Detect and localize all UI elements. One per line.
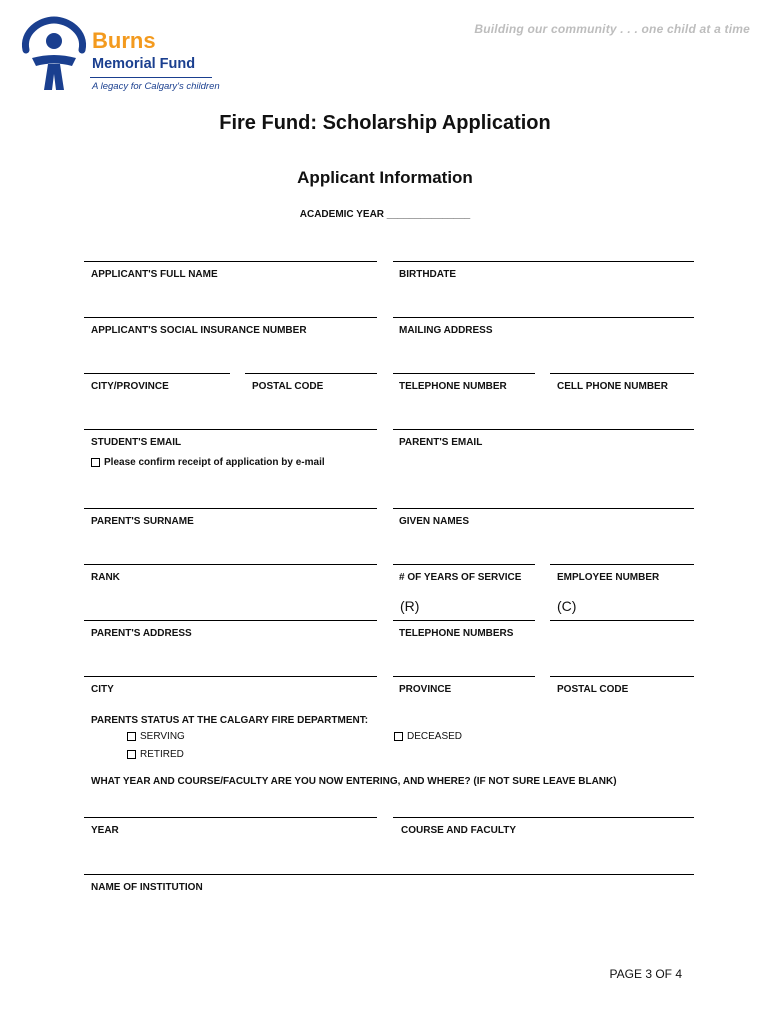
province-line[interactable] <box>393 676 535 677</box>
parent-surname-label: PARENT'S SURNAME <box>91 516 194 527</box>
mailing-address-line[interactable] <box>393 317 694 318</box>
parent-address-line[interactable] <box>84 620 377 621</box>
parent-email-label: PARENT'S EMAIL <box>399 437 483 448</box>
logo-name-bottom: Memorial Fund <box>92 56 196 72</box>
postal-code-2-line[interactable] <box>550 676 694 677</box>
employee-number-label: EMPLOYEE NUMBER <box>557 572 660 583</box>
page-title: Fire Fund: Scholarship Application <box>219 112 551 134</box>
retired-checkbox[interactable] <box>127 750 136 759</box>
deceased-label: DECEASED <box>407 731 463 742</box>
course-faculty-line[interactable] <box>393 817 694 818</box>
rank-line[interactable] <box>84 564 377 565</box>
rank-label: RANK <box>91 572 120 583</box>
burns-logo-icon <box>18 14 90 94</box>
year-course-question: WHAT YEAR AND COURSE/FACULTY ARE YOU NOW ENTERING, AND WHERE? (IF NOT SURE LEAVE BLANK) <box>91 776 617 787</box>
parents-status-label: PARENTS STATUS AT THE CALGARY FIRE DEPARTMENT: <box>91 715 369 726</box>
student-email-line[interactable] <box>84 429 377 430</box>
academic-year-field[interactable]: ACADEMIC YEAR _______________ <box>299 209 471 220</box>
retired-label: RETIRED <box>140 749 184 760</box>
sin-label: APPLICANT'S SOCIAL INSURANCE NUMBER <box>91 325 307 336</box>
phone-c-line[interactable] <box>550 620 694 621</box>
years-of-service-line[interactable] <box>393 564 535 565</box>
city-line[interactable] <box>84 676 377 677</box>
applicant-name-line[interactable] <box>84 261 377 262</box>
confirm-receipt-checkbox[interactable] <box>91 458 100 467</box>
header-tagline: Building our community . . . one child at a time <box>474 22 750 36</box>
given-names-line[interactable] <box>393 508 694 509</box>
cell-phone-line[interactable] <box>550 373 694 374</box>
phone-c-label: (C) <box>557 598 577 614</box>
mailing-address-label: MAILING ADDRESS <box>399 325 493 336</box>
institution-label: NAME OF INSTITUTION <box>91 882 203 893</box>
city-label: CITY <box>91 684 114 695</box>
telephone-line[interactable] <box>393 373 535 374</box>
deceased-checkbox[interactable] <box>394 732 403 741</box>
years-of-service-label: # OF YEARS OF SERVICE <box>399 572 522 583</box>
confirm-receipt-label: Please confirm receipt of application by e-mail <box>104 457 325 468</box>
serving-checkbox[interactable] <box>127 732 136 741</box>
city-province-line[interactable] <box>84 373 230 374</box>
employee-number-line[interactable] <box>550 564 694 565</box>
parent-surname-line[interactable] <box>84 508 377 509</box>
institution-line[interactable] <box>84 874 694 875</box>
cell-phone-label: CELL PHONE NUMBER <box>557 381 668 392</box>
telephone-label: TELEPHONE NUMBER <box>399 381 507 392</box>
parent-email-line[interactable] <box>393 429 694 430</box>
serving-label: SERVING <box>140 731 185 742</box>
logo-name-top: Burns <box>92 28 156 53</box>
course-faculty-label: COURSE AND FACULTY <box>401 825 516 836</box>
phone-r-label: (R) <box>400 598 420 614</box>
year-line[interactable] <box>84 817 377 818</box>
province-label: PROVINCE <box>399 684 452 695</box>
telephone-numbers-label: TELEPHONE NUMBERS <box>399 628 514 639</box>
parent-address-label: PARENT'S ADDRESS <box>91 628 192 639</box>
postal-code-label: POSTAL CODE <box>252 381 324 392</box>
sin-line[interactable] <box>84 317 377 318</box>
phone-r-line[interactable] <box>393 620 535 621</box>
given-names-label: GIVEN NAMES <box>399 516 470 527</box>
student-email-label: STUDENT'S EMAIL <box>91 437 182 448</box>
postal-code-line[interactable] <box>245 373 377 374</box>
logo-legacy: A legacy for Calgary's children <box>92 81 220 92</box>
postal-code-2-label: POSTAL CODE <box>557 684 629 695</box>
birthdate-label: BIRTHDATE <box>399 269 457 280</box>
logo-divider <box>90 77 212 78</box>
year-label: YEAR <box>91 825 119 836</box>
applicant-name-label: APPLICANT'S FULL NAME <box>91 269 218 280</box>
page-number: PAGE 3 OF 4 <box>609 967 682 981</box>
city-province-label: CITY/PROVINCE <box>91 381 169 392</box>
section-title: Applicant Information <box>297 168 473 187</box>
birthdate-line[interactable] <box>393 261 694 262</box>
